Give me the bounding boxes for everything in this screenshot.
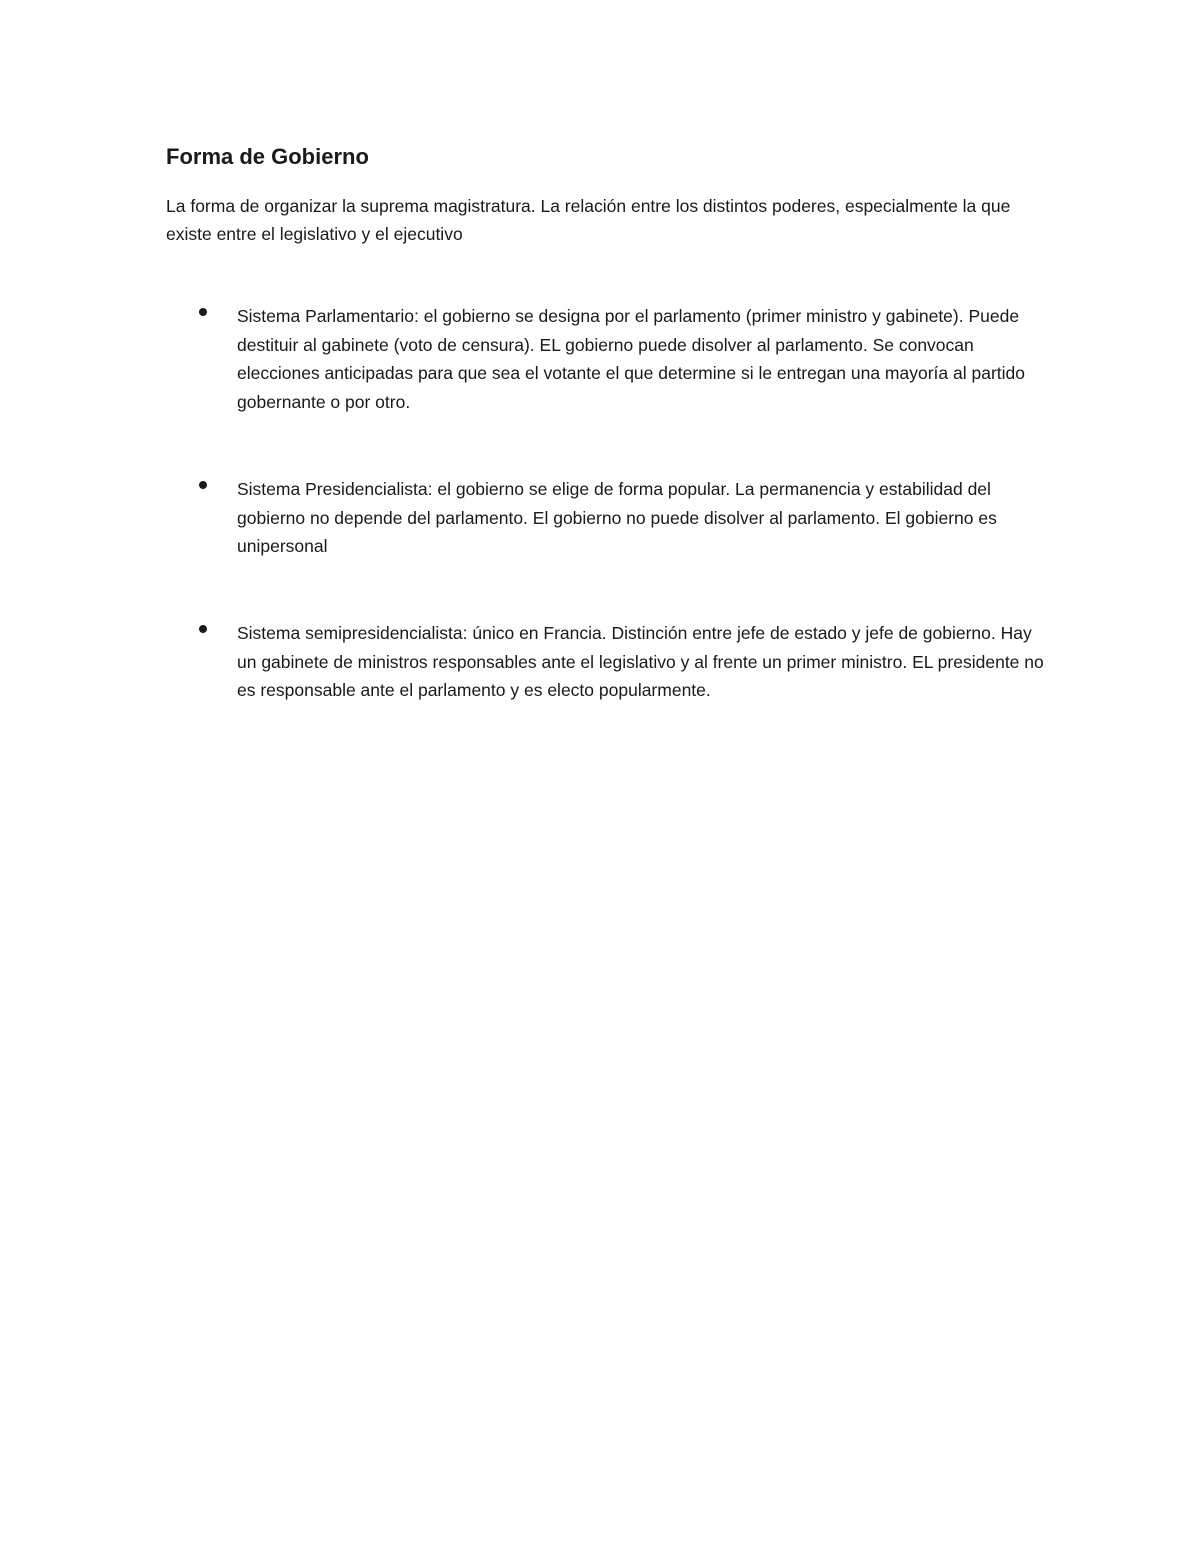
bullet-item-semipresidencialista [166, 619, 1046, 705]
bullet-text: Sistema Presidencialista: el gobierno se elige de forma popular. La permanencia y estabilidad del gobierno no depende del parlamento. El gobierno no puede disolver al parlamento. El gobierno es unipersonal [237, 478, 997, 557]
bullet-icon [199, 308, 207, 316]
document-title: Forma de Gobierno [166, 144, 369, 169]
intro-paragraph: La forma de organizar la suprema magistratura. La relación entre los distintos poderes, especialmente la que existe entre el legislativo y el ejecutivo [166, 196, 1011, 244]
bullet-list [166, 302, 1046, 705]
bullet-icon [199, 625, 207, 633]
bullet-icon [199, 481, 207, 489]
bullet-item-parlamentario [166, 302, 1046, 417]
bullet-item-presidencialista [166, 475, 1046, 561]
bullet-text: Sistema semipresidencialista: único en Francia. Distinción entre jefe de estado y jefe de gobierno. Hay un gabinete de ministros responsables ante el legislativo y al frente un primer ministro. EL presidente no es responsable ante el parlamento y es electo popularmente. [237, 622, 1044, 701]
bullet-text: Sistema Parlamentario: el gobierno se designa por el parlamento (primer ministro y gabinete). Puede destituir al gabinete (voto de censura). EL gobierno puede disolver al parlamento. Se convocan elecciones anticipadas para que sea el votante el que determine si le entregan una mayoría al partido gobernante o por otro. [237, 306, 1026, 413]
document-body [166, 140, 1046, 705]
